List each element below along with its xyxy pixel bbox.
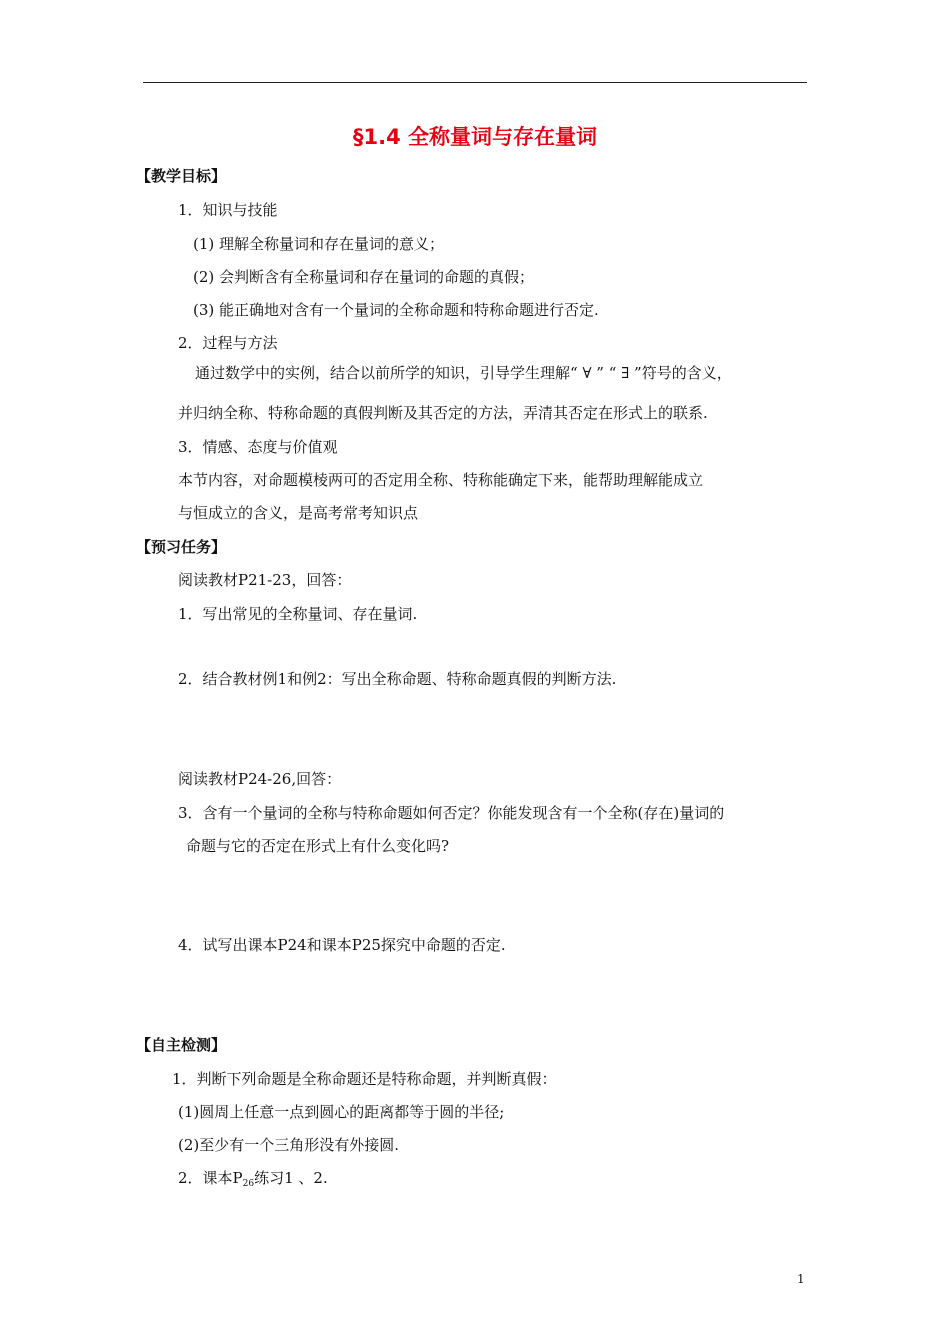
objective-item-2-text-2: 并归纳全称、特称命题的真假判断及其否定的方法，弄清其否定在形式上的联系. [178,404,708,422]
section-heading-selfcheck: 【自主检测】 [136,1036,227,1054]
preview-read-1: 阅读教材P21-23，回答： [178,571,352,589]
section-heading-objectives: 【教学目标】 [136,167,227,185]
preview-question-2: 2．结合教材例1和例2：写出全称命题、特称命题真假的判断方法. [178,670,617,688]
selfcheck-item-1: 1．判断下列命题是全称命题还是特称命题，并判断真假： [172,1070,557,1088]
objective-item-3: 3．情感、态度与价值观 [178,438,338,456]
objective-item-3-text-2: 与恒成立的含义，是高考常考知识点 [178,504,419,522]
page-title: §1.4 全称量词与存在量词 [352,125,597,149]
preview-question-1: 1．写出常见的全称量词、存在量词. [178,605,418,623]
objective-item-1: 1．知识与技能 [178,201,278,219]
objective-item-1-3: (3) 能正确地对含有一个量词的全称命题和特称命题进行否定. [193,301,599,319]
preview-question-4: 4．试写出课本P24和课本P25探究中命题的否定. [178,936,506,954]
section-heading-preview: 【预习任务】 [136,538,227,556]
preview-question-3-line-2: 命题与它的否定在形式上有什么变化吗? [186,837,450,855]
objective-item-1-2: (2) 会判断含有全称量词和存在量词的命题的真假； [193,268,535,286]
objective-item-2: 2．过程与方法 [178,334,278,352]
objective-item-2-text-1: 通过数学中的实例，结合以前所学的知识，引导学生理解“ ∀ ” “ ∃ ”符号的含义， [195,364,732,382]
preview-question-3-line-1: 3．含有一个量词的全称与特称命题如何否定？你能发现含有一个全称(存在)量词的 [178,804,725,822]
page-subscript: 26 [242,1179,255,1189]
preview-read-2: 阅读教材P24-26,回答： [178,770,342,788]
selfcheck-item-2-prefix: 2．课本P [178,1169,243,1187]
selfcheck-item-1-1: (1)圆周上任意一点到圆心的距离都等于圆的半径; [178,1103,505,1121]
page-number: 1 [797,1272,805,1286]
selfcheck-item-2 [178,1167,328,1189]
selfcheck-item-2-suffix: 练习1 、2. [254,1169,328,1187]
header-rule [143,82,807,83]
objective-item-3-text-1: 本节内容，对命题模棱两可的否定用全称、特称能确定下来，能帮助理解能成立 [178,471,704,489]
objective-item-1-1: (1) 理解全称量词和存在量词的意义； [193,235,445,253]
selfcheck-item-1-2: (2)至少有一个三角形没有外接圆. [178,1136,400,1154]
